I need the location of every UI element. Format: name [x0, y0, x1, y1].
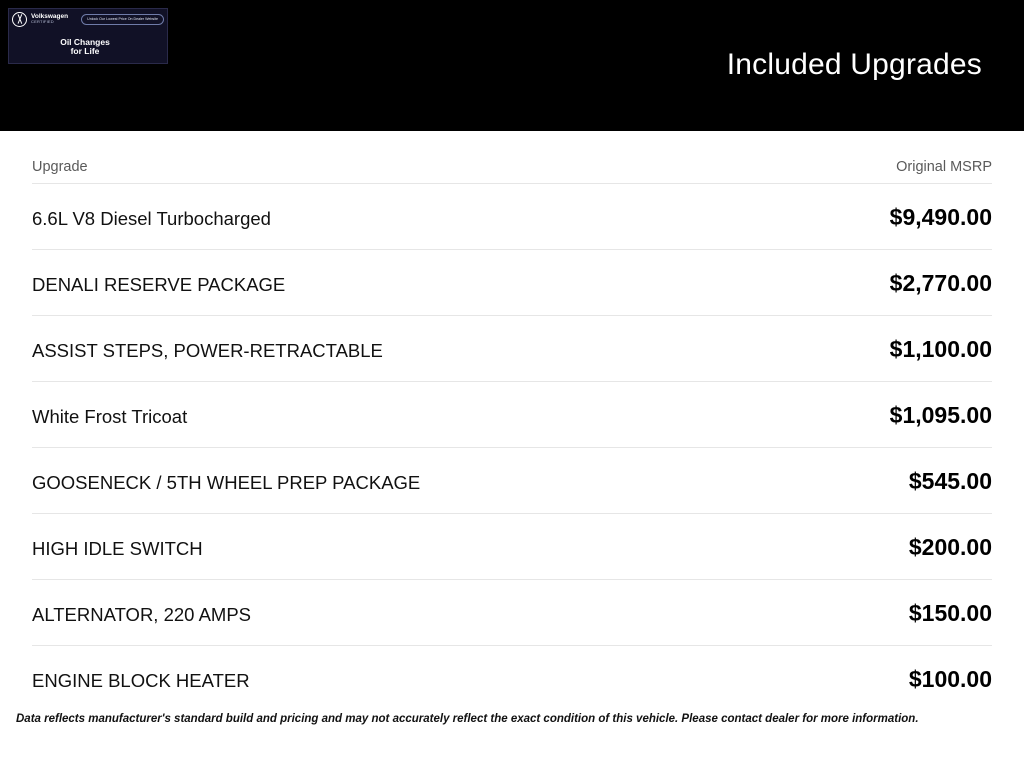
page-title: Included Upgrades: [726, 48, 982, 81]
volkswagen-logo-icon: [12, 12, 27, 27]
upgrade-price: $1,095.00: [889, 402, 992, 428]
upgrade-name: ALTERNATOR, 220 AMPS: [32, 604, 251, 625]
ad-brand-subtitle: CERTIFIED: [31, 19, 54, 25]
table-row: [32, 513, 992, 579]
upgrade-price: $100.00: [908, 666, 992, 692]
upgrade-name: DENALI RESERVE PACKAGE: [32, 274, 286, 295]
upgrade-price: $1,100.00: [889, 336, 992, 362]
table-row: [32, 183, 992, 249]
table-row: [32, 579, 992, 645]
table-body: [32, 183, 992, 711]
upgrade-name: ASSIST STEPS, POWER-RETRACTABLE: [32, 340, 383, 361]
upgrade-name: HIGH IDLE SWITCH: [32, 538, 203, 559]
advertisement-banner[interactable]: [8, 8, 168, 64]
upgrade-name: GOOSENECK / 5TH WHEEL PREP PACKAGE: [32, 472, 421, 493]
upgrade-price: $200.00: [908, 534, 992, 560]
column-header-upgrade: Upgrade: [32, 159, 88, 175]
table-row: [32, 249, 992, 315]
ad-brand-name: [31, 14, 68, 25]
table-row: [32, 315, 992, 381]
table-header-row: [32, 131, 992, 181]
ad-brand-title: Volkswagen: [31, 12, 69, 20]
upgrades-table: [0, 131, 1024, 711]
ad-cta-button[interactable]: Unlock Our Lowest Price On Dealer Website: [81, 14, 164, 25]
upgrade-name: White Frost Tricoat: [32, 406, 188, 427]
upgrade-price: $150.00: [908, 600, 992, 626]
ad-tagline: [9, 38, 167, 57]
upgrade-price: $2,770.00: [889, 270, 992, 296]
disclaimer-text: Data reflects manufacturer's standard build and pricing and may not accurately reflect the exact condition of this vehicle. Please contact dealer for more information.: [16, 713, 919, 725]
ad-tagline-line2: for Life: [70, 46, 100, 57]
ad-tagline-line1: Oil Changes: [60, 37, 110, 47]
column-header-msrp: Original MSRP: [896, 159, 992, 175]
page-header: [0, 0, 1024, 131]
table-row: [32, 447, 992, 513]
upgrade-price: $545.00: [908, 468, 992, 494]
upgrade-name: 6.6L V8 Diesel Turbocharged: [32, 208, 271, 229]
upgrade-name: ENGINE BLOCK HEATER: [32, 670, 250, 691]
table-row: [32, 645, 992, 711]
table-row: [32, 381, 992, 447]
ad-header-row: [9, 9, 167, 29]
upgrade-price: $9,490.00: [889, 204, 992, 230]
